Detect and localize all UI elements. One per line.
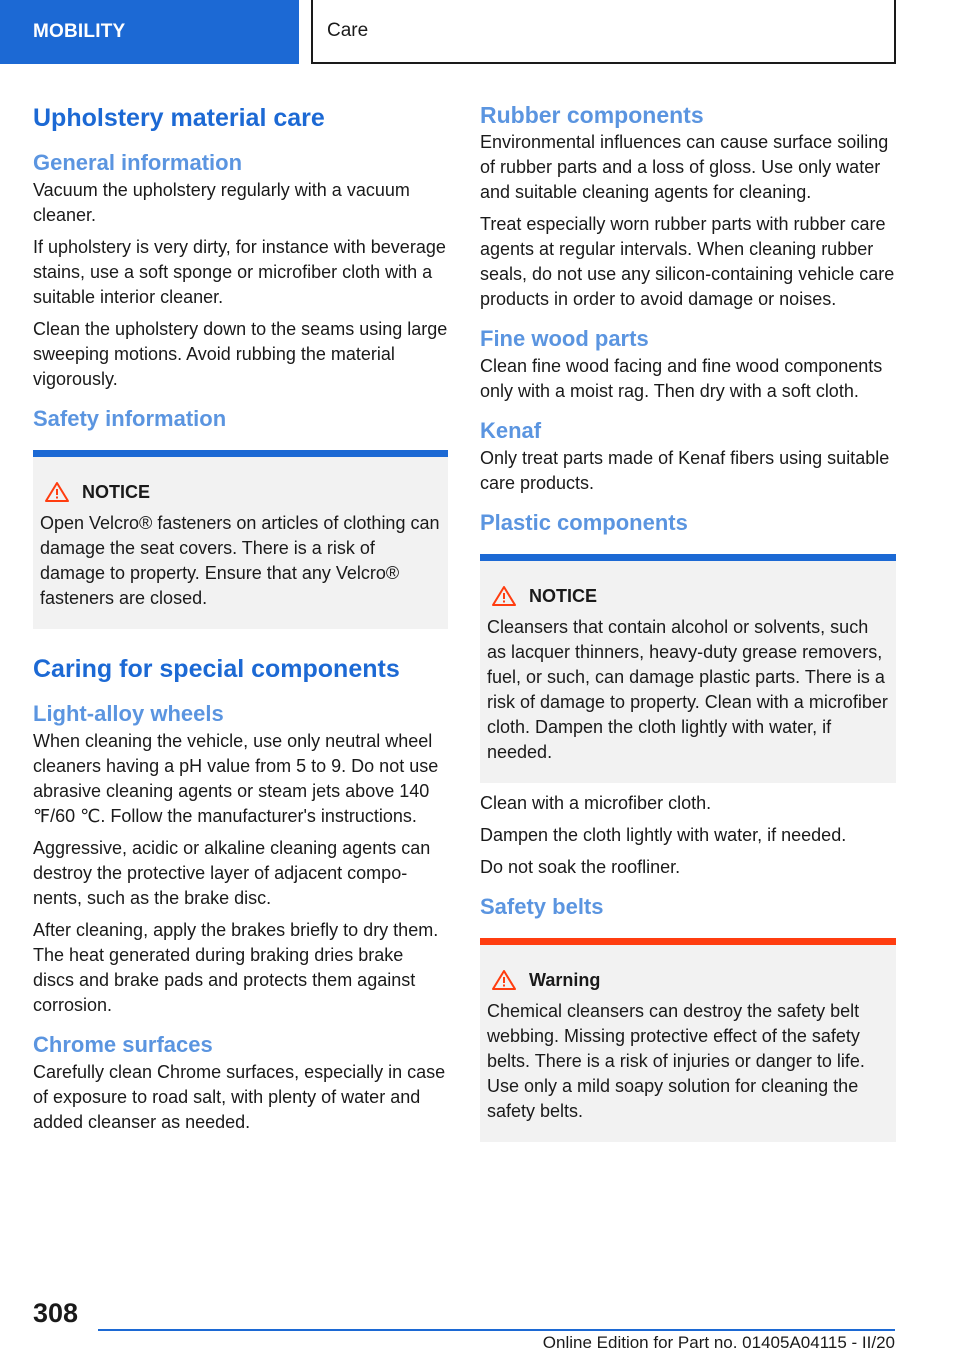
heading-chrome-surfaces: Chrome surfaces bbox=[33, 1032, 213, 1057]
notice-header bbox=[40, 479, 440, 505]
page-number: 308 bbox=[33, 1298, 79, 1328]
chapter-tab bbox=[311, 0, 896, 64]
heading-kenaf: Kenaf bbox=[480, 418, 542, 443]
heading-safety-belts: Safety belts bbox=[480, 894, 604, 919]
paragraph: Environmental influences can cause surface soiling of rubber parts and a loss of gloss. Use only water and suitable cleaning agents for cleaning. bbox=[480, 132, 889, 202]
notice-text: Open Velcro® fasteners on articles of clothing can damage the seat covers. There is a risk of damage to property. Ensure that any Velcro® fasteners are closed. bbox=[40, 513, 440, 608]
paragraph: After cleaning, apply the brakes briefly to dry them. The heat generated during braking dries brake discs and brake pads and protects them against corrosion. bbox=[33, 920, 439, 1015]
paragraph: Clean with a microfiber cloth. bbox=[480, 793, 712, 813]
paragraph: Aggressive, acidic or alkaline cleaning agents can destroy the protective layer of adjacent components, such as the brake disc. bbox=[33, 838, 431, 908]
notice-title: NOTICE bbox=[529, 586, 598, 606]
notice-header bbox=[487, 583, 888, 609]
left-column bbox=[33, 100, 448, 1142]
warning-box bbox=[480, 938, 896, 1142]
heading-plastic-components: Plastic components bbox=[480, 510, 688, 535]
heading-caring-special-components: Caring for special components bbox=[33, 655, 400, 683]
warning-triangle-icon bbox=[44, 481, 70, 503]
section-title: MOBILITY bbox=[33, 21, 126, 42]
paragraph: When cleaning the vehicle, use only neutral wheel cleaners having a pH value from 5 to 9. Do not use abrasive cleaning agents or steam jets above 140 ℉/60 ℃. Follow the manufacturer's instructions. bbox=[33, 731, 439, 826]
heading-light-alloy-wheels: Light-alloy wheels bbox=[33, 701, 224, 726]
paragraph: Carefully clean Chrome surfaces, especially in case of exposure to road salt, with plenty of water and added cleanser as needed. bbox=[33, 1062, 446, 1132]
heading-general-information: General information bbox=[33, 150, 243, 175]
notice-text: Cleansers that contain alcohol or solvents, such as lacquer thinners, heavy-duty grease removers, fuel, or such, can damage plastic parts. There is a risk of damage to property. Clean with a microfiber cloth. Dampen the cloth lightly with water, if needed. bbox=[487, 617, 888, 762]
paragraph: Only treat parts made of Kenaf fibers using suitable care products. bbox=[480, 448, 890, 493]
paragraph: Treat especially worn rubber parts with rubber care agents at regular intervals. When cleaning rubber seals, do not use any silicon-containing vehicle care products in order to avoid damage or noises. bbox=[480, 214, 895, 309]
paragraph: Do not soak the roofliner. bbox=[480, 857, 681, 877]
heading-upholstery: Upholstery material care bbox=[33, 104, 325, 132]
footer-edition: Online Edition for Part no. 01405A04115 - II/20 bbox=[542, 1333, 895, 1352]
paragraph: Clean the upholstery down to the seams using large sweeping motions. Avoid rubbing the material vigorously. bbox=[33, 319, 448, 389]
heading-safety-information: Safety information bbox=[33, 406, 227, 431]
notice-box bbox=[480, 554, 896, 783]
notice-title: NOTICE bbox=[82, 482, 151, 502]
warning-triangle-icon bbox=[491, 585, 517, 607]
paragraph: If upholstery is very dirty, for instance with beverage stains, use a soft sponge or microfiber cloth with a suitable interior cleaner. bbox=[33, 237, 446, 307]
warning-text: Chemical cleansers can destroy the safety belt webbing. Missing protective effect of the safety belts. There is a risk of injuries or danger to life. Use only a mild soapy solution for cleaning the safety belts. bbox=[487, 1001, 865, 1121]
right-column bbox=[480, 100, 896, 1142]
notice-box bbox=[33, 450, 448, 629]
chapter-title: Care bbox=[327, 20, 369, 41]
paragraph: Vacuum the upholstery regularly with a vacuum cleaner. bbox=[33, 180, 410, 225]
warning-triangle-icon bbox=[491, 969, 517, 991]
paragraph: Dampen the cloth lightly with water, if needed. bbox=[480, 825, 847, 845]
heading-rubber-components: Rubber components bbox=[480, 102, 704, 128]
warning-header bbox=[487, 967, 888, 993]
section-tab bbox=[0, 0, 299, 64]
heading-fine-wood-parts: Fine wood parts bbox=[480, 326, 649, 351]
warning-title: Warning bbox=[529, 970, 601, 990]
paragraph: Clean fine wood facing and fine wood components only with a moist rag. Then dry with a soft cloth. bbox=[480, 356, 883, 401]
